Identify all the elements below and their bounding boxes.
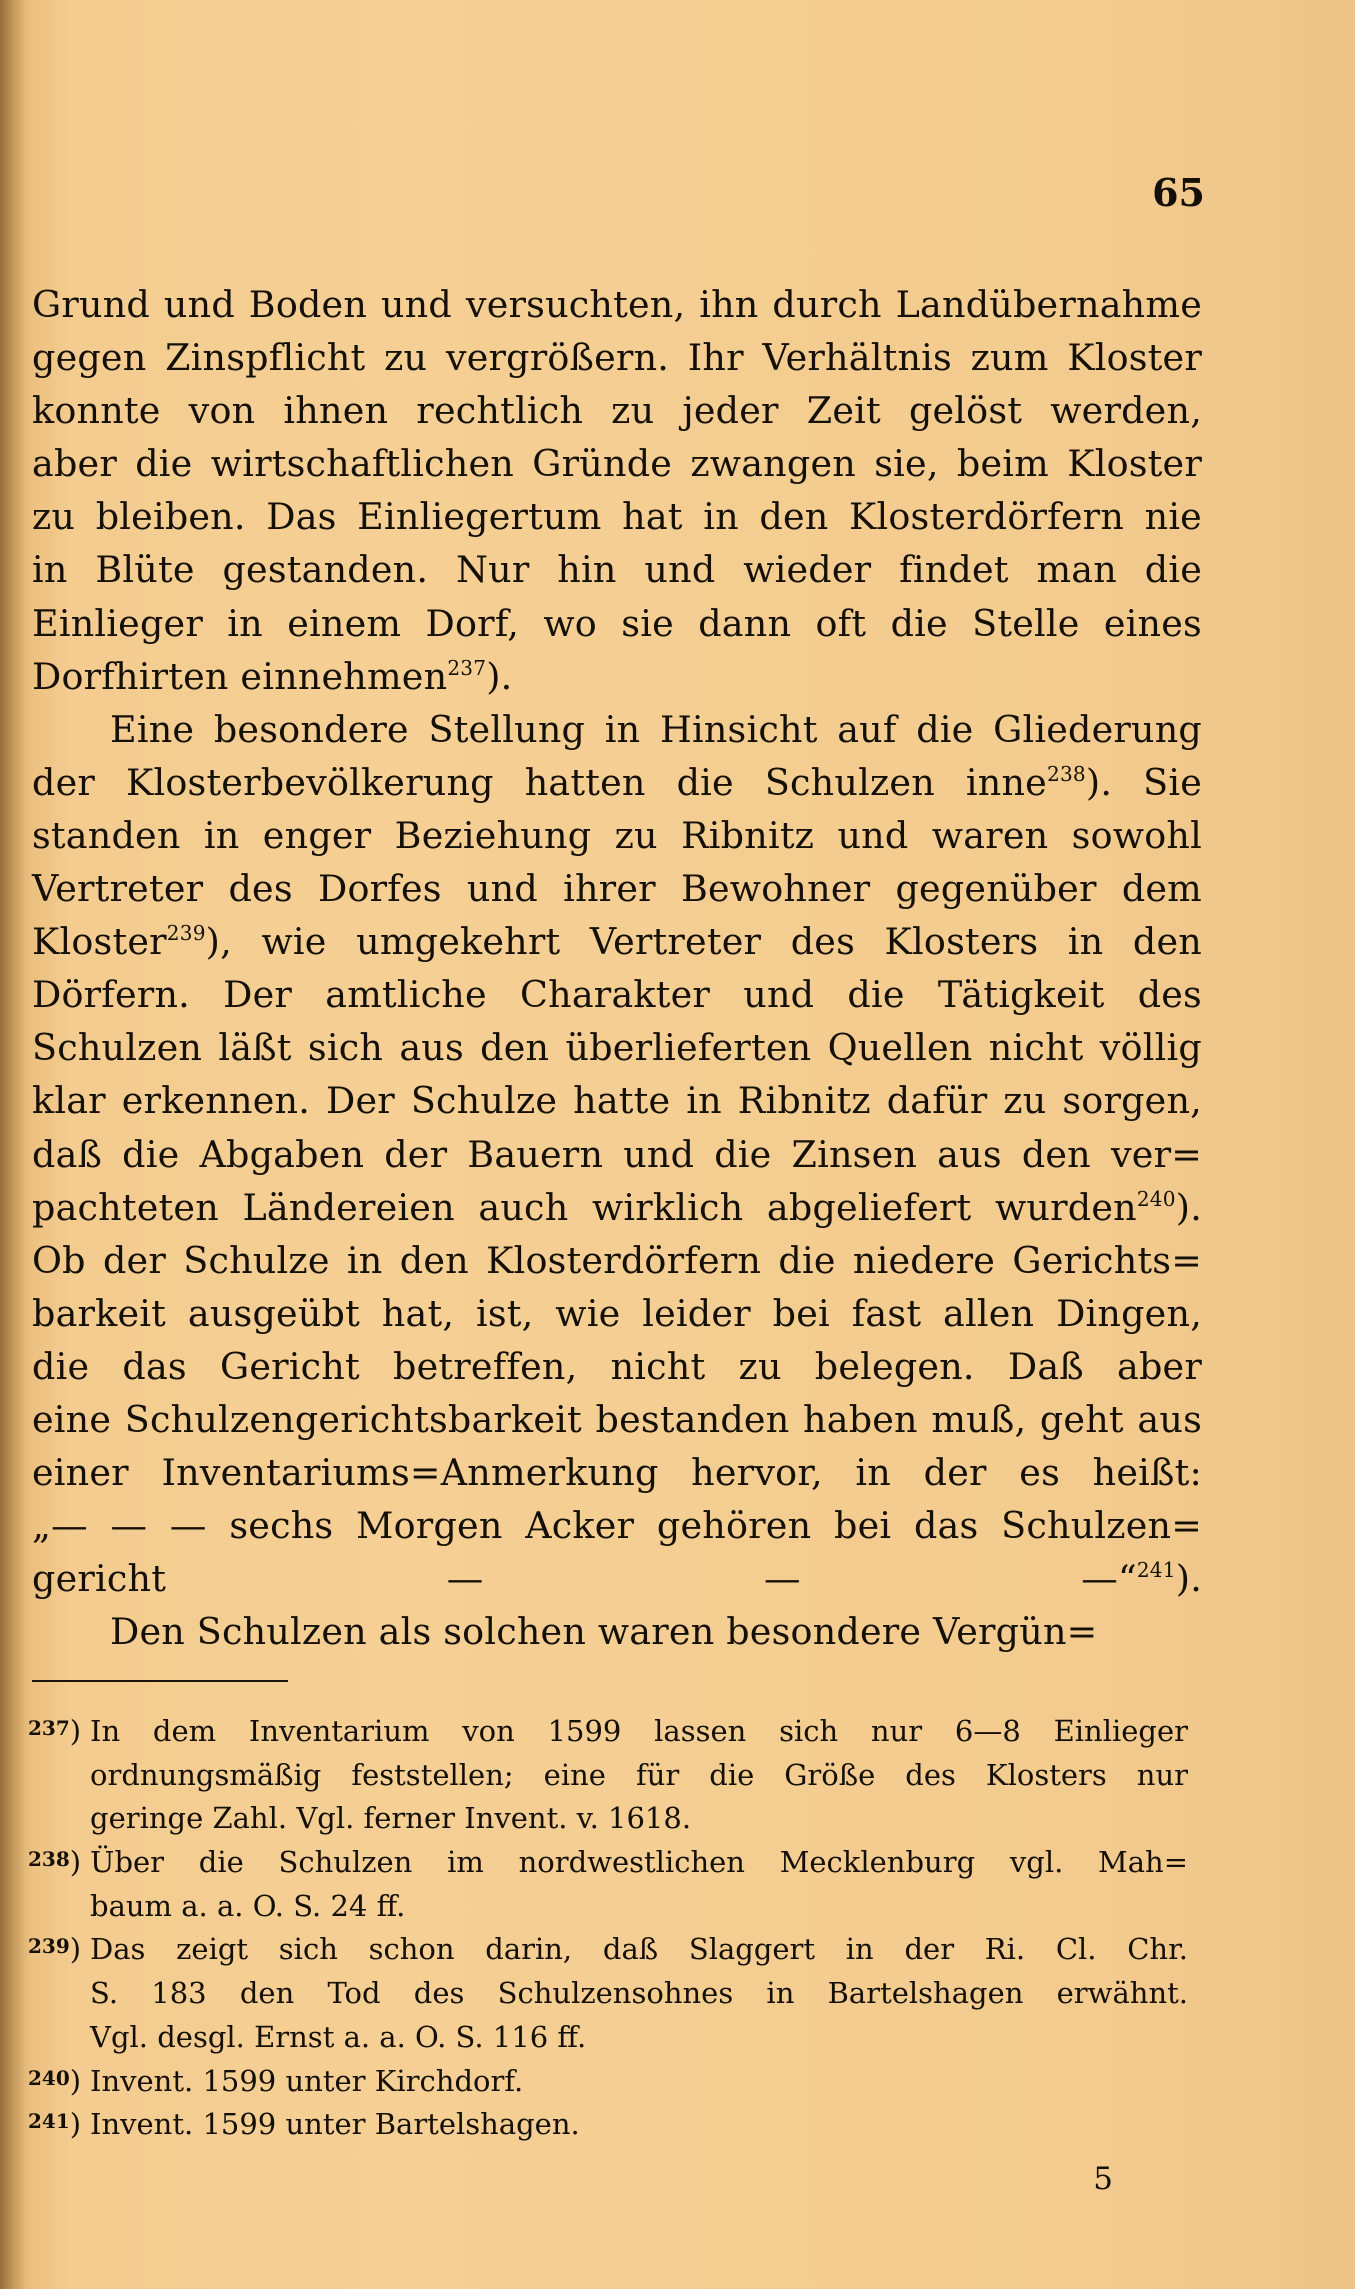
body-line-text: die das Gericht betreffen, nicht zu belegen. Daß aber bbox=[32, 1344, 1202, 1388]
body-line bbox=[32, 650, 1202, 703]
footnote-line bbox=[28, 1841, 1188, 1885]
body-line-text: Eine besondere Stellung in Hinsicht auf die Gliederung bbox=[110, 707, 1202, 751]
body-line bbox=[32, 1552, 1202, 1605]
body-line-text: Dorfhirten einnehmen bbox=[32, 654, 448, 698]
footnote-line bbox=[28, 1928, 1188, 1972]
body-line bbox=[32, 1074, 1202, 1127]
body-line bbox=[32, 1287, 1202, 1340]
footnote-line bbox=[28, 1797, 1188, 1841]
body-line-tail: ), wie umgekehrt Vertreter des Klosters in den bbox=[205, 920, 1202, 964]
body-line-text: „— — — sechs Morgen Acker gehören bei das Schulzen= bbox=[32, 1504, 1202, 1548]
body-line bbox=[32, 915, 1202, 968]
footnote-line bbox=[28, 2103, 1188, 2147]
footnote-number: 239 bbox=[28, 1934, 70, 1959]
body-line-text: gericht — — —“ bbox=[32, 1557, 1137, 1601]
body-line-text: daß die Abgaben der Bauern und die Zinsen aus den ver= bbox=[32, 1132, 1202, 1176]
footnotes bbox=[28, 1710, 1188, 2147]
body-line-text: Einlieger in einem Dorf, wo sie dann oft die Stelle eines bbox=[32, 601, 1202, 645]
body-line bbox=[32, 1128, 1202, 1181]
page-number: 65 bbox=[1152, 170, 1205, 215]
footnote-reference: 240 bbox=[1136, 1186, 1176, 1211]
footnote-reference: 237 bbox=[447, 655, 487, 680]
body-line bbox=[32, 703, 1202, 756]
body-line-tail: ). bbox=[1175, 1557, 1202, 1601]
footnote-marker bbox=[28, 1835, 81, 1882]
body-line bbox=[32, 490, 1202, 543]
body-line bbox=[32, 543, 1202, 596]
body-line bbox=[32, 1181, 1202, 1234]
footnote-number: 237 bbox=[28, 1716, 70, 1740]
footnote-paren: ) bbox=[69, 1845, 82, 1880]
body-line bbox=[32, 331, 1202, 384]
footnote-line bbox=[28, 2016, 1188, 2060]
body-line-text: Den Schulzen als solchen waren besondere Vergün= bbox=[110, 1610, 1098, 1654]
footnote-line bbox=[28, 1710, 1188, 1754]
footnote-number: 240 bbox=[28, 2065, 70, 2090]
body-line-text: aber die wirtschaftlichen Gründe zwangen sie, beim Kloster bbox=[32, 442, 1202, 486]
footnote-line bbox=[28, 1972, 1188, 2016]
body-line-text: eine Schulzengerichtsbarkeit bestanden haben muß, geht aus bbox=[32, 1397, 1202, 1441]
footnote-paren: ) bbox=[69, 2063, 82, 2098]
footnote-reference: 241 bbox=[1136, 1558, 1176, 1583]
footnote-text: Invent. 1599 unter Bartelshagen. bbox=[90, 2107, 580, 2142]
body-line bbox=[32, 1605, 1202, 1658]
body-line-text: Dörfern. Der amtliche Charakter und die Tätigkeit des bbox=[32, 973, 1202, 1017]
body-line bbox=[32, 1021, 1202, 1074]
body-text bbox=[32, 278, 1202, 1658]
body-line bbox=[32, 862, 1202, 915]
footnote-paren: ) bbox=[69, 1932, 82, 1967]
body-line-text: standen in enger Beziehung zu Ribnitz und waren sowohl bbox=[32, 813, 1202, 857]
body-line bbox=[32, 756, 1202, 809]
footnote-marker bbox=[28, 1704, 81, 1751]
footnote-line bbox=[28, 1754, 1188, 1798]
footnote-paren: ) bbox=[69, 2107, 82, 2142]
body-line-text: gegen Zinspflicht zu vergrößern. Ihr Verhältnis zum Kloster bbox=[32, 336, 1202, 380]
footnote-text: Über die Schulzen im nordwestlichen Mecklenburg vgl. Mah= bbox=[90, 1845, 1188, 1880]
body-line-text: Grund und Boden und versuchten, ihn durch Landübernahme bbox=[32, 283, 1202, 326]
footnote-text: S. 183 den Tod des Schulzensohnes in Bartelshagen erwähnt. bbox=[90, 1976, 1188, 2011]
body-line bbox=[32, 437, 1202, 490]
body-line-text: klar erkennen. Der Schulze hatte in Ribnitz dafür zu sorgen, bbox=[32, 1079, 1202, 1123]
body-line-text: einer Inventariums=Anmerkung hervor, in der es heißt: bbox=[32, 1451, 1202, 1495]
footnote-number: 238 bbox=[28, 1847, 70, 1872]
body-line-text: konnte von ihnen rechtlich zu jeder Zeit gelöst werden, bbox=[32, 389, 1202, 433]
body-line-text: barkeit ausgeübt hat, ist, wie leider bei fast allen Dingen, bbox=[32, 1291, 1202, 1335]
footnote-marker bbox=[28, 2054, 81, 2101]
footnote-line bbox=[28, 2060, 1188, 2104]
body-line bbox=[32, 597, 1202, 650]
footnote-text: In dem Inventarium von 1599 lassen sich nur 6—8 Einlieger bbox=[90, 1714, 1188, 1748]
body-line-text: Vertreter des Dorfes und ihrer Bewohner gegenüber dem bbox=[32, 867, 1202, 911]
body-line-text: Kloster bbox=[32, 920, 167, 964]
footnote-separator-rule bbox=[32, 1680, 288, 1682]
signature-mark: 5 bbox=[1093, 2161, 1113, 2197]
footnote-marker bbox=[28, 1922, 81, 1969]
body-line bbox=[32, 968, 1202, 1021]
body-line-text: Schulzen läßt sich aus den überlieferten Quellen nicht völlig bbox=[32, 1026, 1202, 1070]
footnote-number: 241 bbox=[28, 2109, 70, 2134]
page-gutter-shadow bbox=[0, 0, 26, 2289]
footnote-text: Invent. 1599 unter Kirchdorf. bbox=[90, 2063, 524, 2098]
footnote-text: Vgl. desgl. Ernst a. a. O. S. 116 ff. bbox=[90, 2019, 587, 2054]
body-line-text: zu bleiben. Das Einliegertum hat in den Klosterdörfern nie bbox=[32, 495, 1202, 539]
body-line bbox=[32, 1446, 1202, 1499]
footnote-line bbox=[28, 1885, 1188, 1929]
body-line bbox=[32, 384, 1202, 437]
footnote-text: ordnungsmäßig feststellen; eine für die Größe des Klosters nur bbox=[90, 1757, 1188, 1792]
body-line bbox=[32, 278, 1202, 331]
footnote-marker bbox=[28, 2097, 81, 2144]
body-line-tail: ). bbox=[1175, 1185, 1202, 1229]
body-line bbox=[32, 1393, 1202, 1446]
body-line bbox=[32, 1499, 1202, 1552]
body-line bbox=[32, 809, 1202, 862]
footnote-reference: 239 bbox=[166, 921, 206, 946]
footnote-reference: 238 bbox=[1046, 761, 1086, 786]
body-line-tail: ). Sie bbox=[1085, 760, 1202, 804]
body-line-text: pachteten Ländereien auch wirklich abgeliefert wurden bbox=[32, 1185, 1137, 1229]
footnote-paren: ) bbox=[69, 1714, 82, 1748]
footnote-text: Das zeigt sich schon darin, daß Slaggert in der Ri. Cl. Chr. bbox=[90, 1932, 1188, 1967]
body-line-text: Ob der Schulze in den Klosterdörfern die niedere Gerichts= bbox=[32, 1238, 1202, 1282]
body-line bbox=[32, 1340, 1202, 1393]
footnote-text: baum a. a. O. S. 24 ff. bbox=[90, 1888, 406, 1923]
body-line bbox=[32, 1234, 1202, 1287]
body-line-text: in Blüte gestanden. Nur hin und wieder findet man die bbox=[32, 548, 1202, 592]
body-line-text: der Klosterbevölkerung hatten die Schulzen inne bbox=[32, 760, 1047, 804]
body-line-tail: ). bbox=[486, 654, 513, 698]
footnote-text: geringe Zahl. Vgl. ferner Invent. v. 1618. bbox=[90, 1801, 692, 1836]
